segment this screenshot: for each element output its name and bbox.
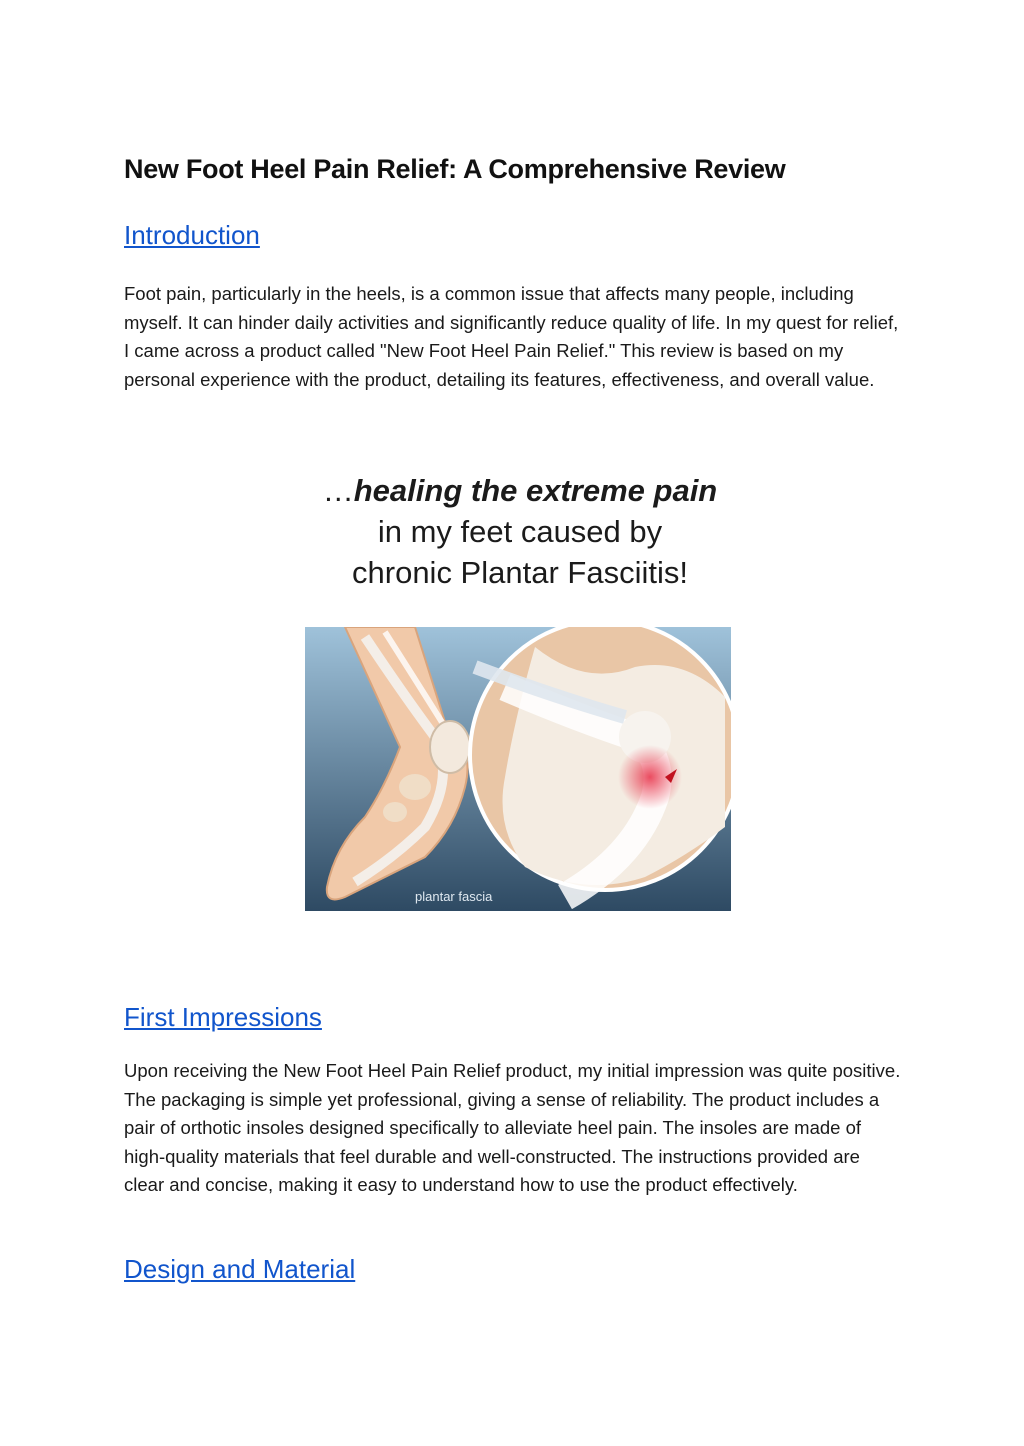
figure-caption [260, 470, 780, 593]
paragraph-introduction: Foot pain, particularly in the heels, is a common issue that affects many people, including myself. It can hinder daily activities and significantly reduce quality of life. In my quest for relief, I came across a product called "New Foot Heel Pain Relief." This review is based on my personal experience with the product, detailing its features, effectiveness, and overall value. [124, 283, 899, 390]
document-title: New Foot Heel Pain Relief: A Comprehensive Review [124, 154, 786, 184]
plantar-fasciitis-figure [260, 462, 780, 922]
image-label: plantar fascia [415, 889, 493, 904]
caption-ellipsis: … [322, 473, 354, 508]
heading-introduction[interactable]: Introduction [124, 220, 260, 250]
caption-line-2: in my feet caused by [377, 514, 663, 549]
ankle-bone-icon [430, 721, 470, 773]
caption-emphasis: healing the extreme pain [353, 473, 718, 508]
metatarsal-bone-icon [383, 802, 407, 822]
paragraph-first-impressions: Upon receiving the New Foot Heel Pain Relief product, my initial impression was quite positive. The packaging is simple yet professional, giving a sense of reliability. The product includes a pair of orthotic insoles designed specifically to alleviate heel pain. The insoles are made of high-quality materials that feel durable and well-constructed. The instructions provided are clear and concise, making it easy to understand how to use the product effectively. [124, 1060, 901, 1196]
heading-first-impressions[interactable]: First Impressions [124, 1002, 322, 1032]
tarsal-bone-icon [399, 774, 431, 800]
heading-design-and-material[interactable]: Design and Material [124, 1254, 356, 1284]
caption-line-3: chronic Plantar Fasciitis! [352, 555, 688, 590]
foot-anatomy-illustration [305, 627, 731, 911]
